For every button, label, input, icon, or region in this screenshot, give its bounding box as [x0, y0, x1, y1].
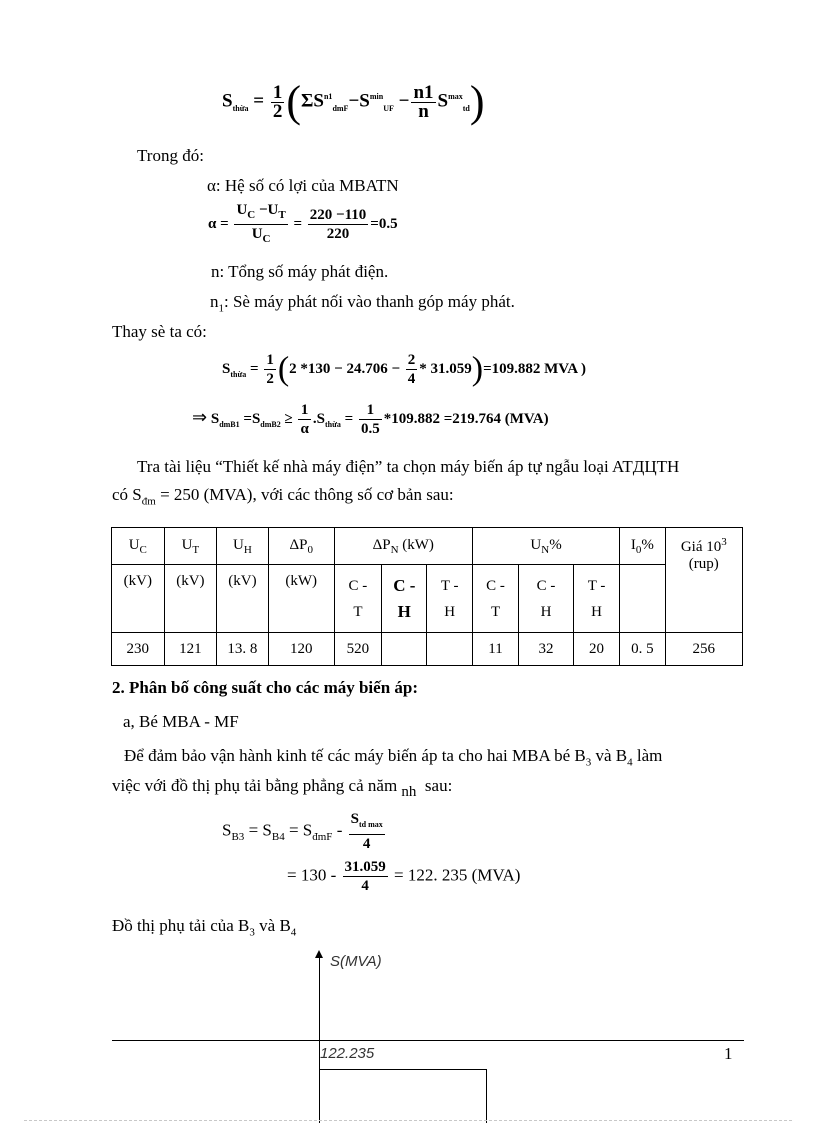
load-level-right-edge	[486, 1069, 487, 1123]
y-axis	[319, 955, 320, 1123]
transformer-spec-table	[111, 527, 743, 666]
unit-cell: (kW)	[268, 565, 334, 633]
alpha-description: α: Hệ số có lợi của MBATN	[207, 176, 399, 195]
value-cell: 13. 8	[217, 633, 269, 666]
sub-label-cell: T - H	[573, 565, 619, 633]
equation-s-thua: $S_{thừa}$ = $\frac{1}{2}$ ($\Sigma S^{n1}_{dmF}-S^{min}_{UF}$ − $\frac{n1}{n}$ $S^{max}_{td}$)	[222, 77, 485, 126]
sub-label-cell: C - H	[519, 565, 574, 633]
n1-description: $n_1$: Sè máy phát nối vào thanh góp máy phát.	[210, 292, 515, 315]
value-cell: 11	[472, 633, 518, 666]
footer-rule	[112, 1040, 744, 1041]
unit-cell: (kV)	[164, 565, 217, 633]
equation-sb3-sb4: $S_{B3} = S_{B4} = S_{đmF}$ - $\frac{S_{td max}}{4}$	[222, 811, 383, 852]
alpha-equation: α = $\frac{U_C -U_T}{U_C}$ = $\frac{220 -110}{220}$ =0.5	[208, 202, 398, 245]
sub-label-cell: C - T	[472, 565, 518, 633]
equation-substituted: $S_{thừa}$ = $\frac{1}{2}$ (2 *130 − 24.706 − $\frac{2}{4}$ * 31.059)=109.882 MVA )	[222, 350, 586, 388]
unit-cell: (kV)	[217, 565, 269, 633]
paragraph-selection-line2: có $S_{đm} = 250$ (MVA), với các thông số cơ bản sau:	[112, 485, 454, 508]
subsection-heading: a, Bé MBA - MF	[123, 712, 239, 731]
header-un: $U_N\%$	[472, 528, 619, 565]
n-description: n: Tổng số máy phát điện.	[211, 262, 389, 281]
where-label: Trong đó:	[137, 146, 204, 165]
header-pn: $\Delta P_N$ (kW)	[334, 528, 472, 565]
empty-cell	[620, 565, 665, 633]
value-cell: 520	[334, 633, 381, 666]
section-heading: 2. Phân bố công suất cho các máy biến áp:	[112, 678, 419, 697]
equation-sb3-result: = 130 - $\frac{31.059}{4}$ = 122. 235 (MVA)	[287, 859, 521, 894]
header-price: Giá $10^3$ (rup)	[665, 528, 742, 633]
paragraph-operation-line2: việc với đồ thị phụ tải bằng phẳng cả năm nh sau:	[112, 776, 453, 800]
value-cell: 32	[519, 633, 574, 666]
page-edge-divider	[24, 1120, 792, 1121]
value-cell: 120	[268, 633, 334, 666]
paragraph-operation-line1: Để đảm bảo vận hành kinh tế các máy biến áp ta cho hai MBA bé $B_3$ và $B_4$ làm	[124, 746, 663, 769]
unit-cell: (kV)	[112, 565, 165, 633]
header-uh: $U_H$	[217, 528, 269, 565]
value-cell: 256	[665, 633, 742, 666]
sub-label-cell: C - H	[382, 565, 427, 633]
value-cell: 20	[573, 633, 619, 666]
sub-label-cell: T - H	[427, 565, 472, 633]
value-cell: 230	[112, 633, 165, 666]
load-level-line	[319, 1069, 487, 1070]
value-cell: 121	[164, 633, 217, 666]
page-number: 1	[724, 1044, 733, 1063]
sub-label-cell: C - T	[334, 565, 381, 633]
y-axis-arrow-icon	[315, 950, 323, 958]
value-cell	[427, 633, 472, 666]
header-ut: $U_T$	[164, 528, 217, 565]
equation-rated-power: ⇒ $S_{dmB1} =S_{dmB2}$ ≥ $\frac{1}{\alpha}$ $.S_{thừa}$ = $\frac{1}{0.5}$ *109.882 =219.764 (MVA)	[192, 402, 549, 437]
header-p0: $\Delta P_0$	[268, 528, 334, 565]
paragraph-selection-line1: Tra tài liệu “Thiết kế nhà máy điện” ta chọn máy biến áp tự ngẫu loại ATДЦТН	[137, 457, 680, 476]
substitute-label: Thay sè ta có:	[112, 322, 207, 341]
load-level-label: 122.235	[320, 1045, 375, 1062]
graph-title: Đồ thị phụ tải của $B_3$ và $B_4$	[112, 916, 297, 939]
value-cell: 0. 5	[620, 633, 665, 666]
y-axis-label: S(MVA)	[330, 953, 382, 970]
header-uc: $U_C$	[112, 528, 165, 565]
header-i0: $I_0\%$	[620, 528, 665, 565]
value-cell	[382, 633, 427, 666]
